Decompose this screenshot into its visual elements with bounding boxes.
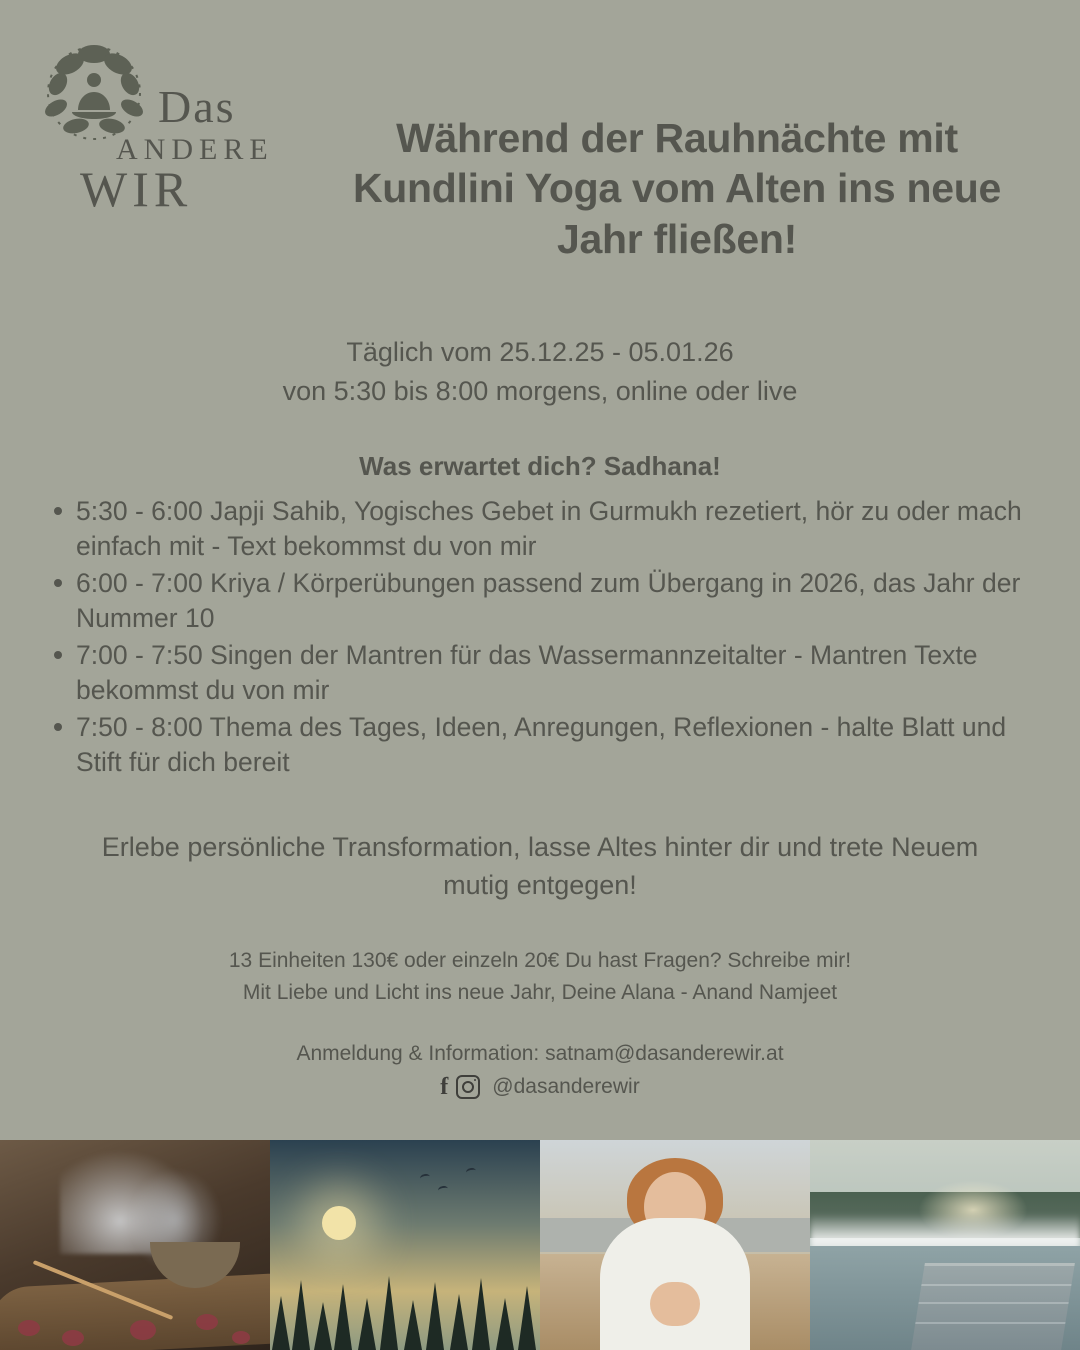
- section-title: Was erwartet dich? Sadhana!: [359, 451, 721, 482]
- list-item: 7:00 - 7:50 Singen der Mantren für das Wassermannzeitalter - Mantren Texte bekommst du von mir: [42, 638, 1040, 708]
- page-title: Während der Rauhnächte mit Kundlini Yoga vom Alten ins neue Jahr fließen!: [353, 115, 1001, 262]
- incense-and-rose-petals-photo: [0, 1140, 270, 1350]
- signature-line: Mit Liebe und Licht ins neue Jahr, Deine Alana - Anand Namjeet: [242, 981, 838, 1005]
- times-line: von 5:30 bis 8:00 morgens, online oder live: [282, 376, 798, 407]
- social-handle[interactable]: @dasanderewir: [492, 1075, 640, 1099]
- misty-lake-dock-photo: [810, 1140, 1080, 1350]
- logo-text-das: Das: [158, 81, 236, 132]
- schedule-list: [34, 494, 1046, 780]
- logo-text-wir: WIR: [80, 160, 193, 217]
- forest-sunset-photo: [270, 1140, 540, 1350]
- facebook-icon[interactable]: f: [440, 1074, 449, 1101]
- photo-strip: [0, 1140, 1080, 1350]
- woman-on-beach-photo: [540, 1140, 810, 1350]
- schedule-dates: [34, 333, 1046, 411]
- main-content: [0, 291, 1080, 1099]
- contact-email-line[interactable]: Anmeldung & Information: satnam@dasanderewir.at: [296, 1041, 784, 1065]
- logo-text-andere: ANDERE: [116, 133, 274, 167]
- pricing-block: [34, 945, 1046, 1010]
- brand-logo: [34, 34, 324, 217]
- header: [0, 0, 1080, 291]
- price-line: 13 Einheiten 130€ oder einzeln 20€ Du hast Fragen? Schreibe mir!: [228, 948, 852, 972]
- list-item: 6:00 - 7:00 Kriya / Körperübungen passend zum Übergang in 2026, das Jahr der Nummer 10: [42, 566, 1040, 636]
- closing-statement: Erlebe persönliche Transformation, lasse Altes hinter dir und trete Neuem mutig entgegen!: [101, 832, 979, 901]
- list-item: 7:50 - 8:00 Thema des Tages, Ideen, Anregungen, Reflexionen - halte Blatt und Stift für dich bereit: [42, 710, 1040, 780]
- dates-line: Täglich vom 25.12.25 - 05.01.26: [346, 336, 734, 367]
- instagram-icon[interactable]: [456, 1075, 480, 1099]
- list-item: 5:30 - 6:00 Japji Sahib, Yogisches Gebet in Gurmukh rezetiert, hör zu oder mach einfach mit - Text bekommst du von mir: [42, 494, 1040, 564]
- social-row: [34, 1075, 1046, 1099]
